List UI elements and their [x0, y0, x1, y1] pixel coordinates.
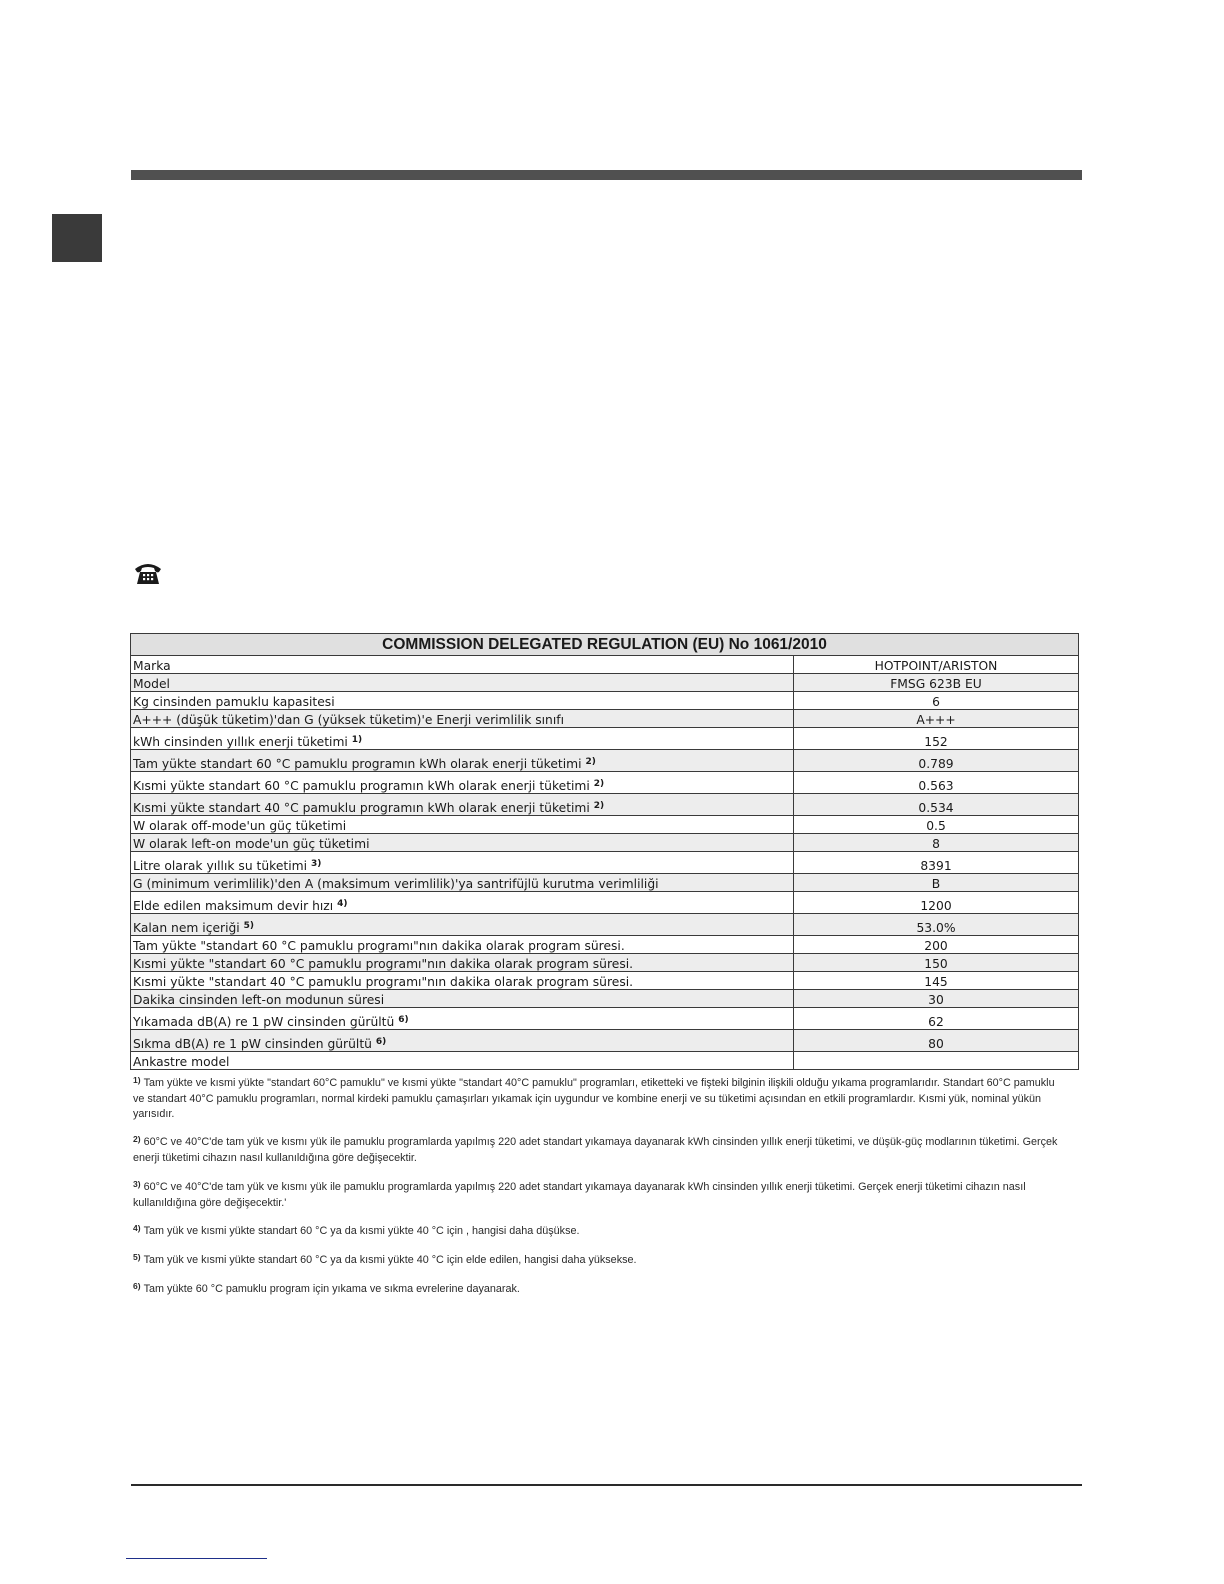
table-row — [131, 834, 1079, 852]
table-row — [131, 972, 1079, 990]
row-label-text: Kısmi yükte standart 60 °C pamuklu programın kWh olarak enerji tüketimi — [133, 779, 590, 793]
table-row — [131, 750, 1079, 772]
row-label-text: Kalan nem içeriği — [133, 921, 240, 935]
footnote-item — [133, 1224, 1068, 1240]
row-value: 6 — [794, 692, 1079, 710]
row-label-text: Dakika cinsinden left-on modunun süresi — [133, 993, 385, 1007]
footnote-item — [133, 1135, 1068, 1166]
row-label — [131, 794, 794, 816]
table-row — [131, 816, 1079, 834]
table-row — [131, 772, 1079, 794]
row-value: 80 — [794, 1030, 1079, 1052]
row-label — [131, 728, 794, 750]
table-title: COMMISSION DELEGATED REGULATION (EU) No 1061/2010 — [131, 634, 1079, 656]
row-label-text: A+++ (düşük tüketim)'dan G (yüksek tüketim)'e Enerji verimlilik sınıfı — [133, 713, 565, 727]
row-label — [131, 674, 794, 692]
row-label — [131, 936, 794, 954]
row-label-text: Kısmi yükte "standart 60 °C pamuklu programı"nın dakika olarak program süresi. — [133, 957, 634, 971]
row-value: 62 — [794, 1008, 1079, 1030]
row-label-text: Kısmi yükte standart 40 °C pamuklu programın kWh olarak enerji tüketimi — [133, 801, 590, 815]
section-tab-marker — [52, 214, 102, 262]
footnote-ref: 1) — [351, 735, 363, 745]
energy-label-table — [130, 633, 1079, 1070]
row-label — [131, 892, 794, 914]
row-label-text: Yıkamada dB(A) re 1 pW cinsinden gürültü — [133, 1015, 395, 1029]
row-value: A+++ — [794, 710, 1079, 728]
table-row — [131, 656, 1079, 674]
row-label-text: Tam yükte "standart 60 °C pamuklu programı"nın dakika olarak program süresi. — [133, 939, 625, 953]
row-value: HOTPOINT/ARISTON — [794, 656, 1079, 674]
footnote-mark: 5) — [133, 1252, 141, 1262]
row-value: 53.0% — [794, 914, 1079, 936]
row-label-text: kWh cinsinden yıllık enerji tüketimi — [133, 735, 348, 749]
table-row — [131, 954, 1079, 972]
row-label — [131, 1052, 794, 1070]
row-value: B — [794, 874, 1079, 892]
row-value: 0.534 — [794, 794, 1079, 816]
row-label-text: W olarak off-mode'un güç tüketimi — [133, 819, 347, 833]
phone-icon — [133, 560, 163, 586]
row-value: 150 — [794, 954, 1079, 972]
footnote-mark: 3) — [133, 1179, 141, 1189]
row-label — [131, 874, 794, 892]
footnote-text: 60°C ve 40°C'de tam yük ve kısmı yük ile pamuklu programlarda yapılmış 220 adet standart yıkamaya dayanarak kWh cinsinden yıllık enerji tüketimi. Gerçek enerji tüketimi cihazın nasıl kullanıldığına göre değişecektir.' — [133, 1181, 1026, 1209]
row-value: 30 — [794, 990, 1079, 1008]
row-label — [131, 954, 794, 972]
table-header-row — [131, 634, 1079, 656]
table-row — [131, 674, 1079, 692]
row-label — [131, 852, 794, 874]
row-label — [131, 990, 794, 1008]
footnote-item — [133, 1180, 1068, 1211]
table-row — [131, 1030, 1079, 1052]
row-label-text: Marka — [133, 659, 171, 673]
row-value: 8391 — [794, 852, 1079, 874]
row-label — [131, 1030, 794, 1052]
row-label-text: Ankastre model — [133, 1055, 230, 1069]
table-row — [131, 990, 1079, 1008]
row-value — [794, 1052, 1079, 1070]
table-row — [131, 710, 1079, 728]
row-value: 152 — [794, 728, 1079, 750]
footnote-ref: 4) — [337, 899, 348, 909]
footnote-mark: 4) — [133, 1223, 141, 1233]
footnote-mark: 2) — [133, 1134, 141, 1144]
footnote-text: Tam yükte 60 °C pamuklu program için yıkama ve sıkma evrelerine dayanarak. — [143, 1283, 520, 1295]
table-row — [131, 1052, 1079, 1070]
table-row — [131, 852, 1079, 874]
row-label — [131, 710, 794, 728]
row-label — [131, 750, 794, 772]
row-label-text: W olarak left-on mode'un güç tüketimi — [133, 837, 370, 851]
row-label-text: Tam yükte standart 60 °C pamuklu programın kWh olarak enerji tüketimi — [133, 757, 582, 771]
footnote-ref: 6) — [375, 1037, 387, 1047]
footnote-ref: 2) — [585, 757, 596, 767]
row-label — [131, 1008, 794, 1030]
footnote-ref: 5) — [243, 921, 255, 931]
footnote-ref: 3) — [310, 859, 322, 869]
footnote-mark: 6) — [133, 1281, 141, 1291]
table-row — [131, 936, 1079, 954]
row-label — [131, 656, 794, 674]
footnote-ref: 2) — [593, 801, 605, 811]
row-label-text: G (minimum verimlilik)'den A (maksimum verimlilik)'ya santrifüjlü kurutma verimliliği — [133, 877, 659, 891]
footer-link-underline — [126, 1558, 267, 1559]
footnote-text: Tam yükte ve kısmi yükte "standart 60°C pamuklu" ve kısmi yükte "standart 40°C pamuklu" programları, etiketteki ve fişteki bilginin ilişkili olduğu yıkama programlarıdır. Standart 60°C pamuklu ve standart 40°C pamuklu programları, normal kirdeki pamuklu çamaşırları yıkamak için uygundur ve kombine enerji ve su tüketimi açısından en etkili programlardır. Kısmi yük, nominal yükün yarısıdır. — [133, 1077, 1055, 1120]
table-row — [131, 892, 1079, 914]
footnote-item — [133, 1253, 1068, 1269]
row-label — [131, 972, 794, 990]
bottom-rule — [131, 1484, 1082, 1486]
row-label-text: Elde edilen maksimum devir hızı — [133, 899, 334, 913]
footnote-ref: 6) — [398, 1015, 409, 1025]
table-row — [131, 692, 1079, 710]
row-label — [131, 772, 794, 794]
row-value: 0.789 — [794, 750, 1079, 772]
footnote-text: Tam yük ve kısmi yükte standart 60 °C ya da kısmi yükte 40 °C için elde edilen, hangisi daha yüksekse. — [143, 1254, 637, 1266]
footnote-text: Tam yük ve kısmi yükte standart 60 °C ya da kısmi yükte 40 °C için , hangisi daha düşükse. — [143, 1225, 580, 1237]
row-value: FMSG 623B EU — [794, 674, 1079, 692]
row-label — [131, 816, 794, 834]
row-value: 145 — [794, 972, 1079, 990]
footnote-item — [133, 1076, 1068, 1123]
footnote-ref: 2) — [593, 779, 605, 789]
table-row — [131, 1008, 1079, 1030]
row-label — [131, 914, 794, 936]
footnote-text: 60°C ve 40°C'de tam yük ve kısmı yük ile pamuklu programlarda yapılmış 220 adet standart yıkamaya dayanarak kWh cinsinden yıllık enerji tüketimi, ve düşük-güç modlarının tüketimi. Gerçek enerji tüketimi cihazın nasıl kullanıldığına göre değişecektir. — [133, 1136, 1058, 1164]
row-label-text: Model — [133, 677, 170, 691]
row-value: 0.5 — [794, 816, 1079, 834]
row-label — [131, 692, 794, 710]
footnote-mark: 1) — [133, 1075, 141, 1085]
table-row — [131, 794, 1079, 816]
row-value: 0.563 — [794, 772, 1079, 794]
table-row — [131, 914, 1079, 936]
row-value: 200 — [794, 936, 1079, 954]
row-label-text: Kısmi yükte "standart 40 °C pamuklu programı"nın dakika olarak program süresi. — [133, 975, 634, 989]
row-label-text: Kg cinsinden pamuklu kapasitesi — [133, 695, 335, 709]
top-rule — [131, 170, 1082, 180]
table-row — [131, 728, 1079, 750]
row-label-text: Litre olarak yıllık su tüketimi — [133, 859, 308, 873]
row-label — [131, 834, 794, 852]
table-row — [131, 874, 1079, 892]
row-value: 8 — [794, 834, 1079, 852]
footnote-item — [133, 1282, 1068, 1298]
row-value: 1200 — [794, 892, 1079, 914]
row-label-text: Sıkma dB(A) re 1 pW cinsinden gürültü — [133, 1037, 372, 1051]
